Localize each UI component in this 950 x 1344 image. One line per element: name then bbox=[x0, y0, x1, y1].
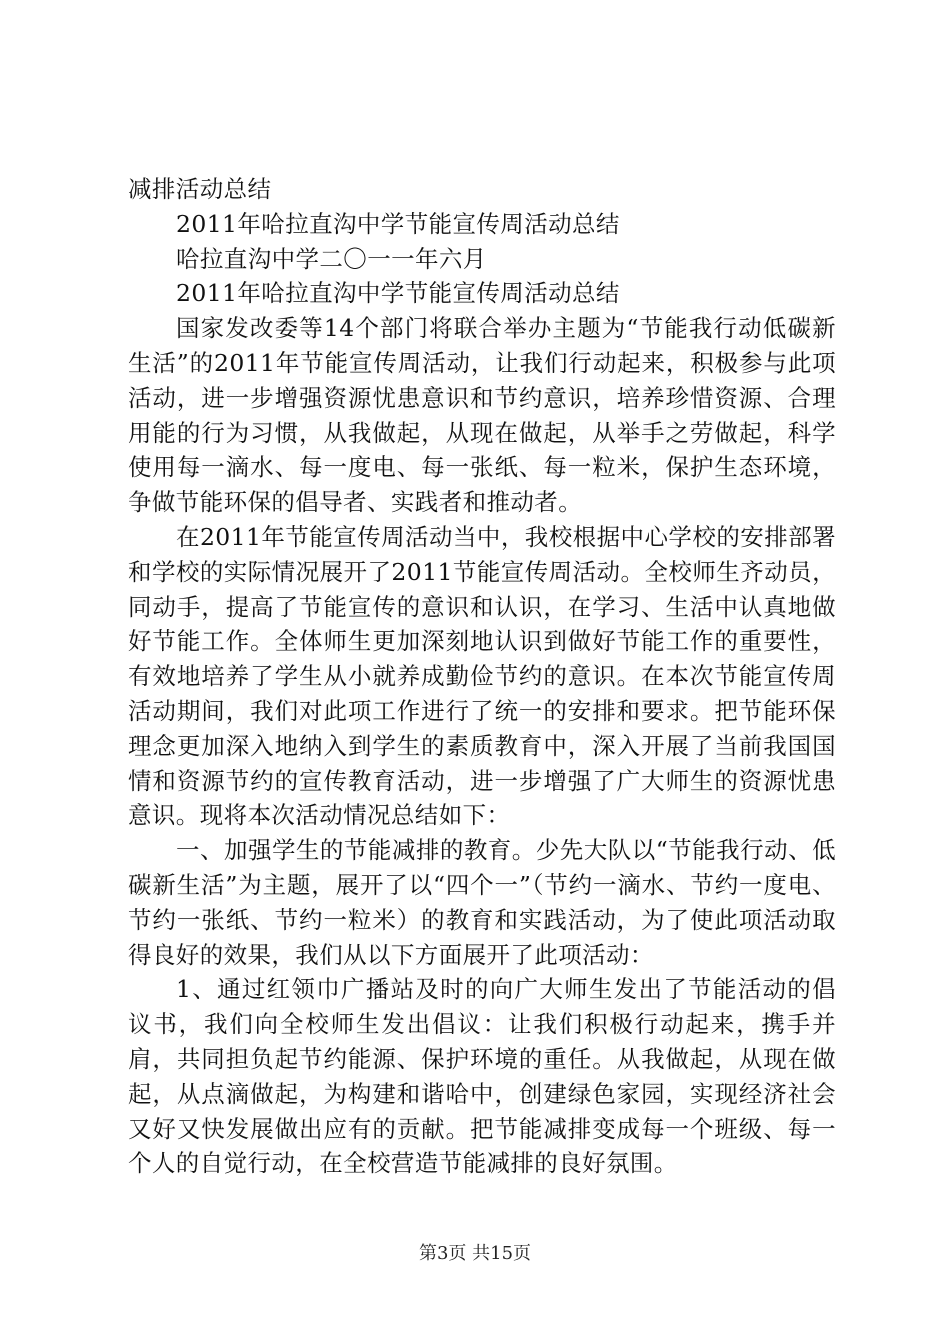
author-date-line: 哈拉直沟中学二〇一一年六月 bbox=[176, 244, 487, 273]
paragraph-intro: 国家发改委等14个部门将联合举办主题为“节能我行动低碳新生活”的2011年节能宣传周活动，让我们行动起来，积极参与此项活动，进一步增强资源忧患意识和节约意识，培养珍惜资源、合理用能的行为习惯，从我做起，从现在做起，从举手之劳做起，科学使用每一滴水、每一度电、每一张纸、每一粒米，保护生态环境，争做节能环保的倡导者、实践者和推动者。 bbox=[128, 314, 836, 517]
heading-fragment: 减排活动总结 bbox=[128, 175, 272, 203]
title-line: 2011年哈拉直沟中学节能宣传周活动总结 bbox=[176, 209, 620, 238]
paragraph-item-one: 1、通过红领巾广播站及时的向广大师生发出了节能活动的倡议书，我们向全校师生发出倡议：让我们积极行动起来，携手并肩，共同担负起节约能源、保护环境的重任。从我做起，从现在做起，从点滴做起，为构建和谐哈中，创建绿色家园，实现经济社会又好又快发展做出应有的贡献。把节能减排变成每一个班级、每一个人的自觉行动，在全校营造节能减排的良好氛围。 bbox=[128, 975, 836, 1178]
title-line-repeat: 2011年哈拉直沟中学节能宣传周活动总结 bbox=[176, 279, 620, 308]
page-number-footer: 第3页 共15页 bbox=[418, 1243, 532, 1264]
paragraph-section-one: 一、加强学生的节能减排的教育。少先大队以“节能我行动、低碳新生活”为主题，展开了以“四个一”（节约一滴水、节约一度电、节约一张纸、节约一粒米）的教育和实践活动，为了使此项活动取得良好的效果，我们从以下方面展开了此项活动： bbox=[128, 836, 836, 969]
paragraph-overview: 在2011年节能宣传周活动当中，我校根据中心学校的安排部署和学校的实际情况展开了2011节能宣传周活动。全校师生齐动员，同动手，提高了节能宣传的意识和认识，在学习、生活中认真地做好节能工作。全体师生更加深刻地认识到做好节能工作的重要性，有效地培养了学生从小就养成勤俭节约的意识。在本次节能宣传周活动期间，我们对此项工作进行了统一的安排和要求。把节能环保理念更加深入地纳入到学生的素质教育中，深入开展了当前我国国情和资源节约的宣传教育活动，进一步增强了广大师生的资源忧患意识。现将本次活动情况总结如下： bbox=[128, 522, 836, 830]
document-body bbox=[128, 172, 836, 1181]
